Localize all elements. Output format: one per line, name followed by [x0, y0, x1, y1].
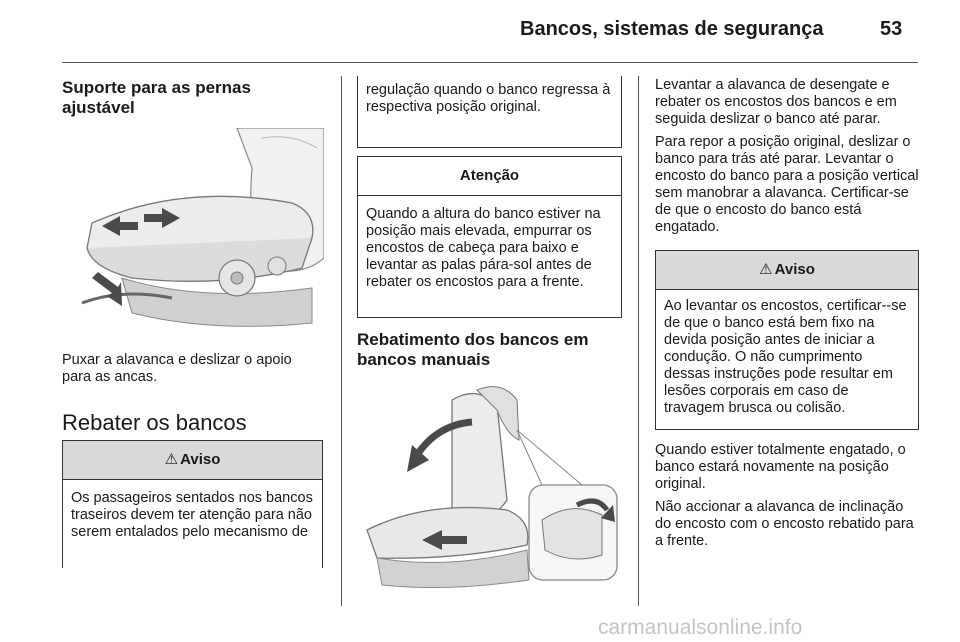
page-number: 53 — [880, 18, 903, 40]
fold-seats-heading: Rebater os bancos — [62, 410, 247, 435]
warning-box-rear-passengers — [62, 440, 323, 568]
warning-box-seatback — [655, 250, 919, 430]
right-column-text-lower — [655, 442, 920, 556]
warning-box-title: Aviso — [180, 451, 221, 468]
warning-triangle-icon: ⚠ — [164, 451, 179, 468]
column-divider-right — [638, 76, 639, 606]
warning-box-continued — [357, 76, 622, 148]
warning-box-text: Ao levantar os encostos, certificar--se de que o banco está bem fixo na devida posição antes de iniciar a condução. O não cumprimento dessas instruções pode resultar em lesões corporais em caso de travagem brusca ou colisão. — [664, 298, 907, 416]
leg-support-heading: Suporte para as pernas ajustável — [62, 78, 251, 117]
warning-box-title: Aviso — [774, 261, 815, 278]
do-not-operate-paragraph: Não accionar a alavanca de inclinação do encosto com o encosto rebatido para a frente. — [655, 499, 914, 549]
warning-box-header — [63, 441, 322, 480]
warning-box-text: Os passageiros sentados nos bancos traseiros devem ter atenção para não serem entalados pelo mecanismo de — [71, 490, 313, 540]
caution-box-title: Atenção — [358, 157, 621, 196]
warning-box-header — [656, 251, 918, 290]
right-column-text — [655, 77, 920, 242]
release-lever-paragraph: Levantar a alavanca de desengate e rebater os encostos dos bancos e em seguida deslizar o banco até parar. — [655, 77, 897, 127]
watermark: carmanualsonline.info — [598, 616, 803, 639]
page-header-title: Bancos, sistemas de segurança — [520, 18, 824, 40]
restore-position-paragraph: Para repor a posição original, deslizar o banco para trás até parar. Levantar o encosto do banco para a posição vertical sem manobrar a alavanca. Certificar-se de que o encosto do banco está engatado. — [655, 134, 919, 235]
caution-box-text: Quando a altura do banco estiver na posição mais elevada, empurrar os encostos de cabeça para baixo e levantar as palas pára-sol antes de rebater os encostos para a frente. — [366, 206, 601, 290]
warning-triangle-icon: ⚠ — [759, 261, 773, 278]
warning-continued-text: regulação quando o banco regressa à respectiva posição original. — [366, 82, 611, 115]
caution-box — [357, 156, 622, 318]
column-divider-left — [341, 76, 342, 606]
seat-fold-illustration — [357, 380, 622, 592]
leg-support-illustration — [62, 128, 324, 338]
fully-engaged-paragraph: Quando estiver totalmente engatado, o banco estará novamente na posição original. — [655, 442, 906, 492]
manual-seats-heading: Rebatimento dos bancos em bancos manuais — [357, 330, 589, 369]
leg-support-caption: Puxar a alavanca e deslizar o apoio para as ancas. — [62, 352, 292, 385]
header-divider — [62, 62, 918, 63]
